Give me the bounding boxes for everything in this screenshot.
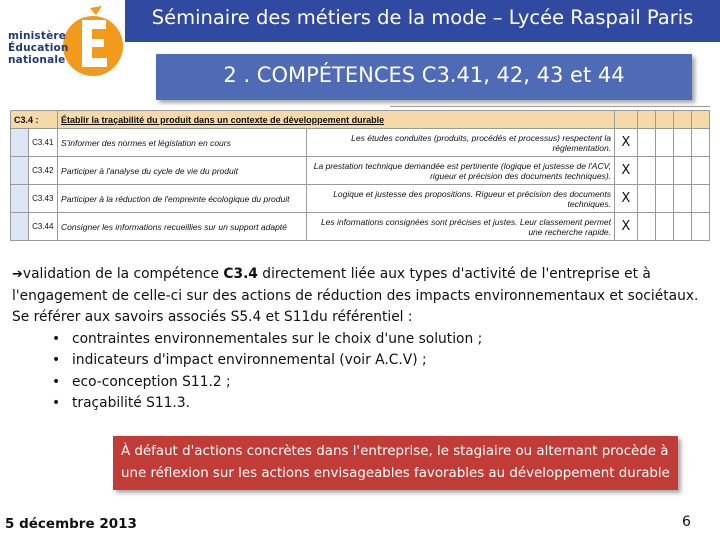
grid-cell (655, 111, 673, 129)
grid-cell (655, 185, 673, 213)
grid-cell (637, 213, 655, 241)
grid-cell (673, 129, 691, 157)
row-code: C3.41 (29, 129, 58, 157)
table-head-code: C3.4 : (11, 111, 58, 129)
row-mark: X (615, 129, 637, 157)
section-title: 2 . COMPÉTENCES C3.41, 42, 43 et 44 (223, 63, 625, 87)
bullet-icon: • (52, 330, 61, 347)
row-label: Participer à l'analyse du cycle de vie du produit (58, 157, 307, 185)
grid-cell (637, 111, 655, 129)
row-code: C3.44 (29, 213, 58, 241)
list-item-text: eco-conception S11.2 ; (72, 373, 231, 390)
grid-cell (637, 129, 655, 157)
logo-text: ministère Éducation nationale (8, 30, 69, 66)
note-text: À défaut d'actions concrètes dans l'entreprise, le stagiaire ou alternant procède à une réflexion sur les actions envisageables favorables au développement durable (121, 444, 670, 481)
table-row (11, 157, 710, 185)
page-number: 6 (682, 514, 691, 530)
intro-code: C3.4 (223, 266, 258, 282)
list-item (12, 372, 702, 394)
row-mark: X (615, 213, 637, 241)
row-mark: X (615, 185, 637, 213)
intro-paragraph (12, 264, 702, 329)
bullet-icon: • (52, 352, 61, 368)
grid-cell (673, 185, 691, 213)
grid-cell (655, 157, 673, 185)
grid-cell (655, 213, 673, 241)
grid-cell (673, 213, 691, 241)
grid-cell (637, 157, 655, 185)
grid-cell (673, 157, 691, 185)
row-label: Consigner les informations recueillies sur un support adapté (58, 213, 307, 241)
row-marker (11, 157, 29, 185)
grid-cell (673, 111, 691, 129)
logo-e-icon (62, 6, 124, 86)
bullet-icon: • (52, 395, 61, 411)
row-marker (11, 185, 29, 213)
grid-cell (691, 157, 709, 185)
intro-text-2: directement liée aux types d'activité de l'entreprise et à l'engagement de celle-ci sur des actions de réduction des impacts environnementaux et sociétaux. Se référer aux savoirs associés S5.4 et S11du référentiel : (12, 266, 699, 325)
list-item (12, 329, 702, 351)
list-item (12, 350, 702, 372)
footer-date: 5 décembre 2013 (5, 516, 137, 532)
row-criteria: Les informations consignées sont précises et justes. Leur classement permet une recherche rapide. (307, 213, 615, 241)
grid-cell (691, 213, 709, 241)
header-bar (125, 0, 720, 42)
list-item-text: contraintes environnementales sur le choix d'une solution ; (72, 330, 483, 347)
row-label: S'informer des normes et législation en cours (58, 129, 307, 157)
table-head-blank (615, 111, 637, 129)
page-title: Séminaire des métiers de la mode – Lycée Raspail Paris (151, 6, 694, 29)
row-marker (11, 129, 29, 157)
grid-cell (691, 185, 709, 213)
row-marker (11, 213, 29, 241)
row-criteria: Logique et justesse des propositions. Rigueur et précision des documents techniques. (307, 185, 615, 213)
row-criteria: La prestation technique demandée est pertinente (logique et justesse de l'ACV, rigueur et précision des documents techniques). (307, 157, 615, 185)
grid-cell (691, 111, 709, 129)
savoirs-list (12, 329, 702, 415)
list-item (12, 393, 702, 415)
row-code: C3.42 (29, 157, 58, 185)
row-mark: X (615, 157, 637, 185)
row-label: Participer à la réduction de l'empreinte écologique du produit (58, 185, 307, 213)
competence-table (10, 106, 710, 246)
bullet-icon: • (52, 373, 61, 390)
list-item-text: traçabilité S11.3. (72, 395, 190, 411)
body-text (12, 264, 702, 415)
grid-cell (637, 185, 655, 213)
education-nationale-logo (0, 0, 130, 100)
grid-cell (655, 129, 673, 157)
grid-cell (691, 129, 709, 157)
table-row (11, 129, 710, 157)
table-row (11, 185, 710, 213)
list-item-text: indicateurs d'impact environnemental (voir A.C.V) ; (72, 352, 427, 368)
table-head-label: Établir la traçabilité du produit dans un contexte de développement durable (58, 111, 615, 129)
arrow-right-icon: ➔ (12, 267, 23, 282)
table-header-row (11, 111, 710, 129)
row-code: C3.43 (29, 185, 58, 213)
row-criteria: Les études conduites (produits, procédés et processus) respectent la réglementation. (307, 129, 615, 157)
table-row (11, 213, 710, 241)
note-box (113, 436, 678, 490)
intro-text-1: validation de la compétence (22, 266, 224, 282)
section-banner (156, 54, 692, 100)
